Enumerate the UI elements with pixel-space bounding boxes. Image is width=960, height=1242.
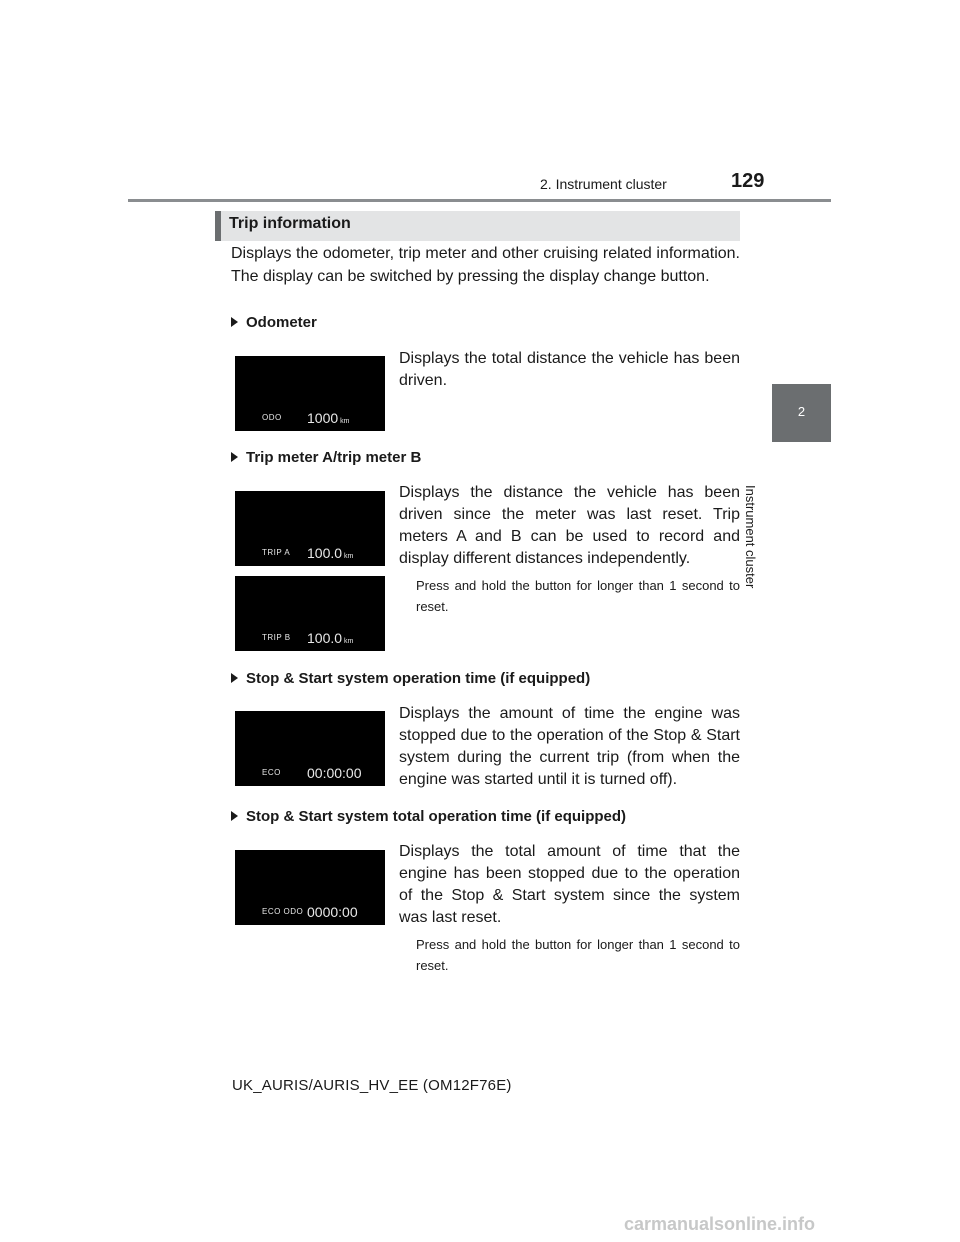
page-number: 129 [731,170,765,192]
item-note-stop-start-total: Press and hold the button for longer than 1 second to reset. [416,937,740,973]
section-title: Trip information [229,215,351,232]
watermark: carmanualsonline.info [624,1214,816,1234]
item-heading-stop-start-time [231,670,590,687]
display-screen-odometer [235,356,385,431]
item-note-trip-meter: Press and hold the button for longer than 1 second to reset. [416,578,740,614]
screen-label: ODO [262,413,282,422]
screen-value: 100.0 km [307,545,354,561]
item-heading-text: Stop & Start system total operation time (if equipped) [246,808,627,825]
triangle-bullet-icon [231,452,238,462]
triangle-bullet-icon [231,673,238,683]
item-heading-trip-meter [231,449,421,466]
display-screen-trip-a [235,491,385,566]
chapter-tab [772,384,831,442]
display-screen-eco [235,711,385,786]
screen-value: 0000:00 [307,904,358,920]
section-title-accent [215,211,221,241]
chapter-tab-label: Instrument cluster [743,485,758,589]
item-description-stop-start-time: Displays the amount of time the engine was stopped due to the operation of the Stop & Start system during the current trip (from when the engine was started until it is turned off). [399,705,740,788]
screen-value: 100.0 km [307,630,354,646]
display-screen-eco-odo [235,850,385,925]
section-title-bar [215,211,740,241]
screen-value: 00:00:00 [307,765,362,781]
item-heading-odometer [231,314,317,331]
screen-label: TRIP A [262,548,291,557]
item-heading-text: Stop & Start system operation time (if equipped) [246,670,591,687]
triangle-bullet-icon [231,811,238,821]
item-heading-text: Trip meter A/trip meter B [246,449,422,466]
item-description-odometer: Displays the total distance the vehicle has been driven. [399,350,740,389]
header-divider [128,199,831,202]
document-code: UK_AURIS/AURIS_HV_EE (OM12F76E) [232,1077,512,1094]
running-header-section: 2. Instrument cluster [540,176,667,192]
item-description-stop-start-total: Displays the total amount of time that the engine has been stopped due to the operation of the Stop & Start system since the system was last reset. [399,843,740,926]
triangle-bullet-icon [231,317,238,327]
screen-label: ECO [262,768,281,777]
chapter-tab-number: 2 [797,404,806,419]
item-heading-text: Odometer [246,314,317,331]
item-heading-stop-start-total [231,808,626,825]
display-screen-trip-b [235,576,385,651]
screen-label: ECO ODO [262,907,304,916]
screen-value: 1000 km [307,410,350,426]
screen-label: TRIP B [262,633,291,642]
item-description-trip-meter: Displays the distance the vehicle has been driven since the meter was last reset. Trip meters A and B can be used to record and display different distances independently. [399,484,740,567]
section-intro: Displays the odometer, trip meter and other cruising related information. The display can be switched by pressing the display change button. [231,245,740,285]
